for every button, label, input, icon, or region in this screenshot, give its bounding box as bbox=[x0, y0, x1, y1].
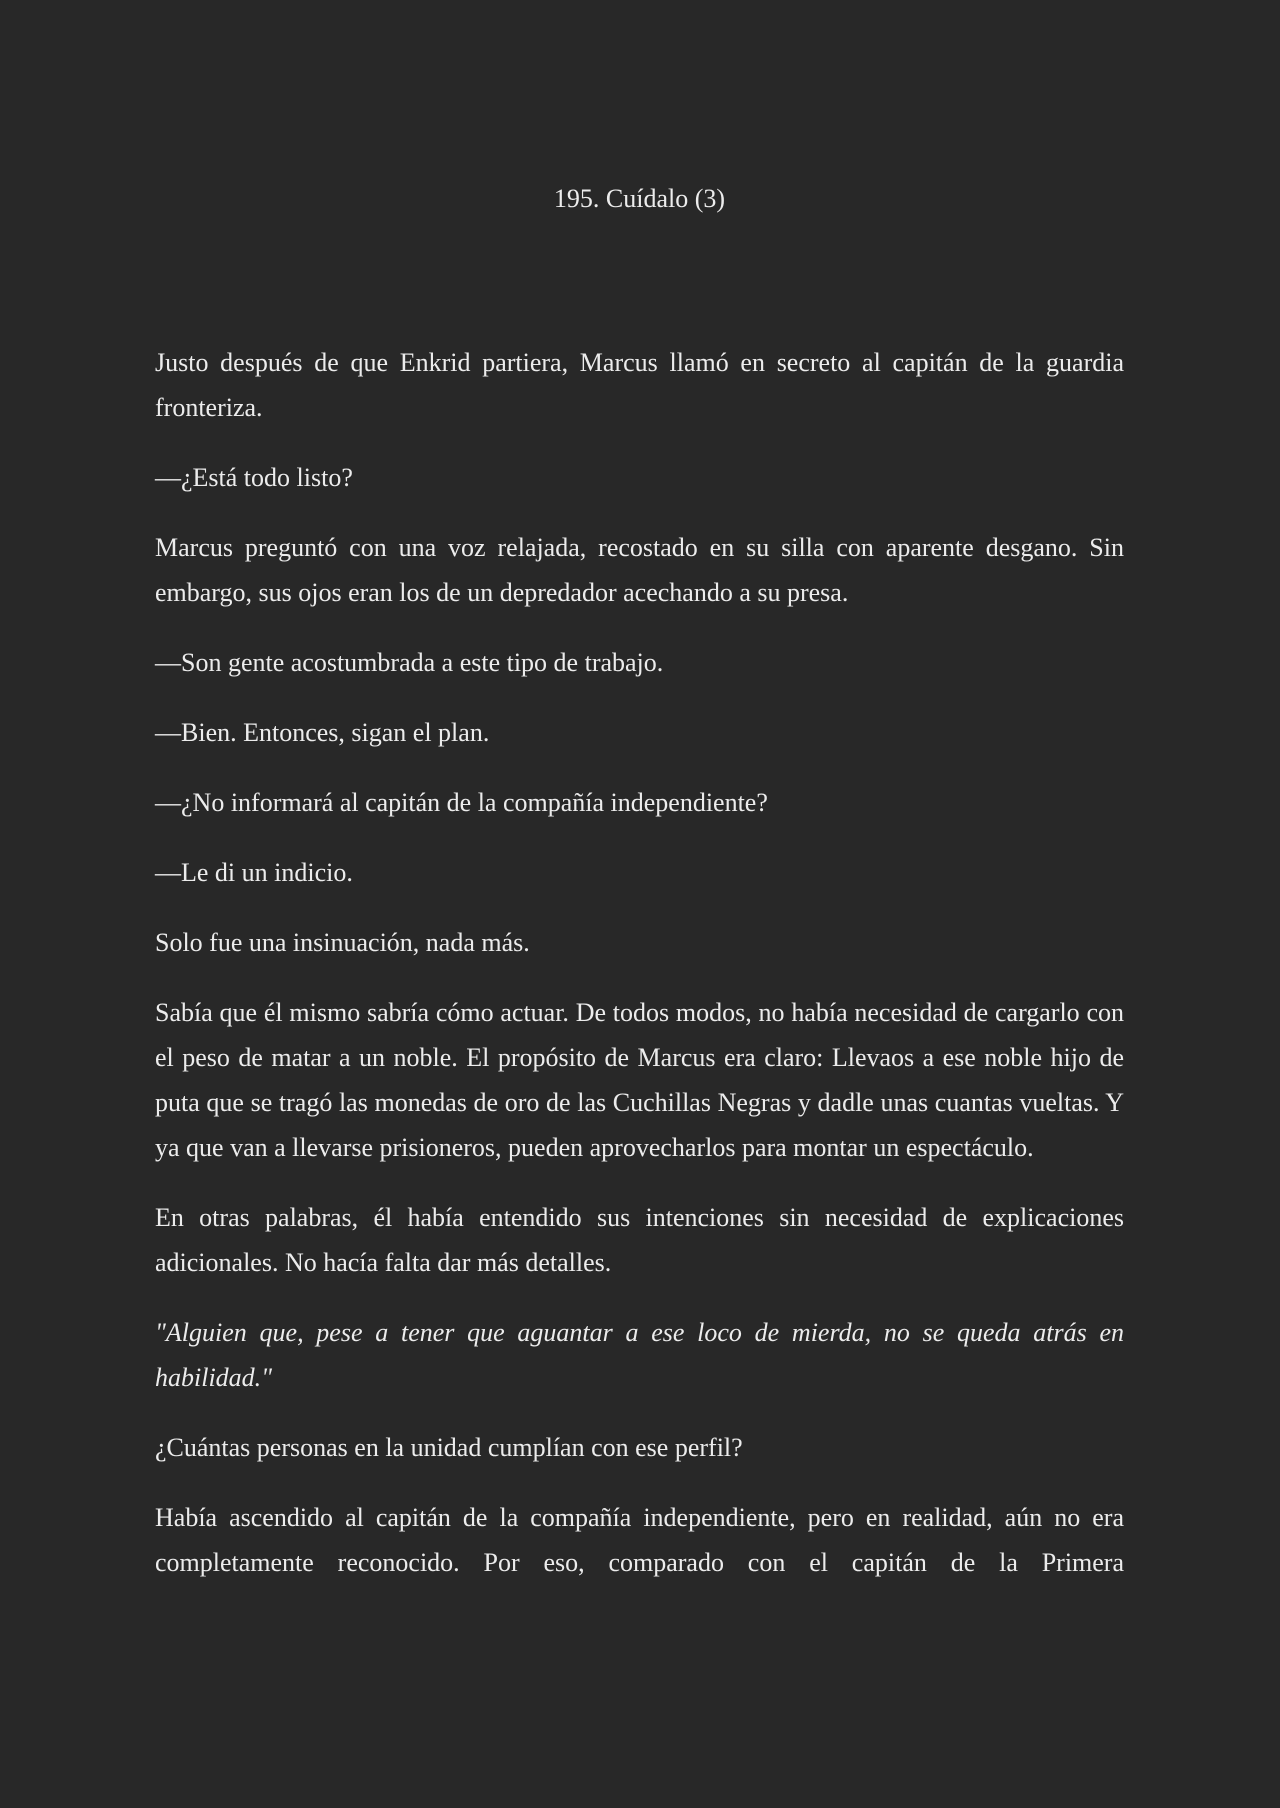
paragraph-10: En otras palabras, él había entendido sus intenciones sin necesidad de explicaciones adicionales. No hacía falta dar más detalles. bbox=[155, 1203, 1124, 1277]
paragraph-3: Marcus preguntó con una voz relajada, recostado en su silla con aparente desgano. Sin embargo, sus ojos eran los de un depredador acechando a su presa. bbox=[155, 533, 1124, 607]
paragraph-1: Justo después de que Enkrid partiera, Marcus llamó en secreto al capitán de la guardia fronteriza. bbox=[155, 348, 1124, 422]
paragraph-7: —Le di un indicio. bbox=[155, 858, 353, 887]
chapter-title: 195. Cuídalo (3) bbox=[553, 184, 726, 213]
paragraph-13: Había ascendido al capitán de la compañía independiente, pero en realidad, aún no era completamente reconocido. Por eso, comparado con el capitán de la Primera bbox=[155, 1503, 1124, 1577]
italic-thought-paragraph: "Alguien que, pese a tener que aguantar a ese loco de mierda, no se queda atrás en habilidad." bbox=[155, 1318, 1124, 1392]
paragraph-5: —Bien. Entonces, sigan el plan. bbox=[155, 718, 490, 747]
paragraph-8: Solo fue una insinuación, nada más. bbox=[155, 928, 530, 957]
paragraph-2: —¿Está todo listo? bbox=[155, 463, 353, 492]
paragraph-9: Sabía que él mismo sabría cómo actuar. De todos modos, no había necesidad de cargarlo con el peso de matar a un noble. El propósito de Marcus era claro: Llevaos a ese noble hijo de puta que se tragó las monedas de oro de las Cuchillas Negras y dadle unas cuantas vueltas. Y ya que van a llevarse prisioneros, pueden aprovecharlos para montar un espectáculo. bbox=[155, 998, 1124, 1162]
paragraph-6: —¿No informará al capitán de la compañía independiente? bbox=[155, 788, 768, 817]
paragraph-4: —Son gente acostumbrada a este tipo de trabajo. bbox=[155, 648, 664, 677]
paragraph-12: ¿Cuántas personas en la unidad cumplían con ese perfil? bbox=[155, 1433, 743, 1462]
